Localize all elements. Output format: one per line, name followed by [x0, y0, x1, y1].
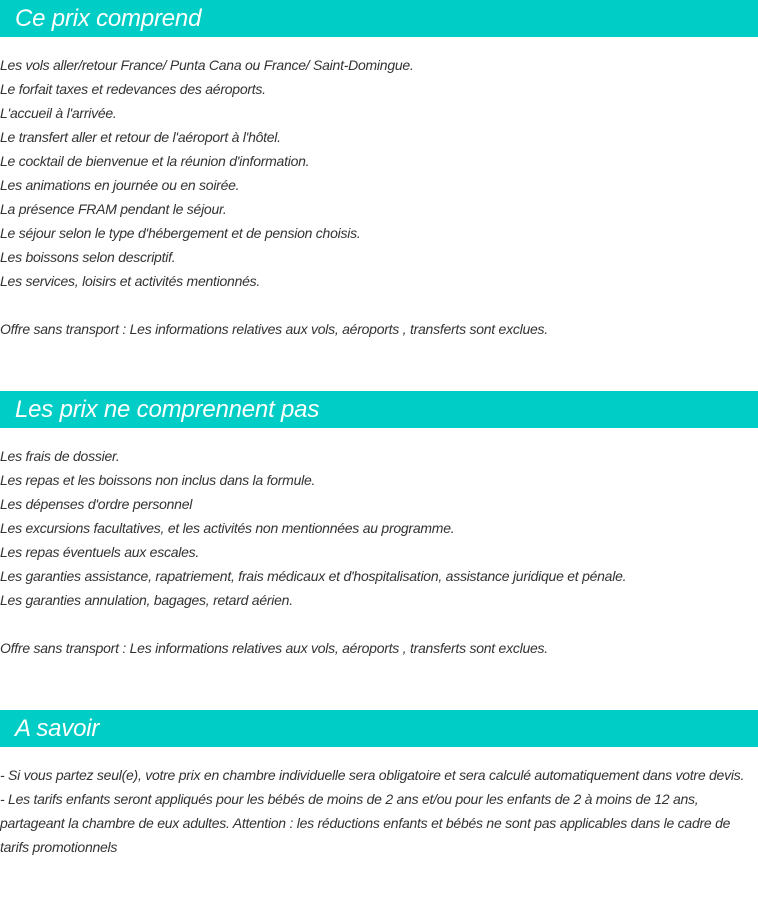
included-item: Le forfait taxes et redevances des aéroports. [0, 81, 266, 97]
included-list [0, 53, 758, 341]
section-title-included: Ce prix comprend [15, 5, 202, 32]
included-item: Les animations en journée ou en soirée. [0, 177, 240, 193]
not-included-item: Les frais de dossier. [0, 448, 120, 464]
section-title-good-to-know: A savoir [15, 715, 100, 742]
good-to-know-paragraph: - Les tarifs enfants seront appliqués pour les bébés de moins de 2 ans et/ou pour les enfants de 2 à moins de 12 ans, partageant la chambre de eux adultes. Attention : les réductions enfants et bébés ne sont pas applicables dans le cadre de tarifs promotionnels [0, 791, 731, 855]
included-item: Les services, loisirs et activités mentionnés. [0, 273, 261, 289]
spacer [0, 612, 758, 636]
good-to-know-paragraph: - Si vous partez seul(e), votre prix en chambre individuelle sera obligatoire et sera calculé automatiquement dans votre devis. [0, 767, 745, 783]
not-included-item: Les repas et les boissons non inclus dans la formule. [0, 472, 316, 488]
not-included-item: Les dépenses d'ordre personnel [0, 496, 193, 512]
not-included-list [0, 444, 758, 660]
section-header-good-to-know [0, 710, 758, 747]
section-header-not-included [0, 391, 758, 428]
included-item: Le cocktail de bienvenue et la réunion d'information. [0, 153, 310, 169]
included-note: Offre sans transport : Les informations relatives aux vols, aéroports , transferts sont exclues. [0, 321, 548, 337]
included-item: Le séjour selon le type d'hébergement et de pension choisis. [0, 225, 361, 241]
section-title-not-included: Les prix ne comprennent pas [15, 396, 320, 423]
section-header-included [0, 0, 758, 37]
not-included-item: Les garanties annulation, bagages, retard aérien. [0, 592, 293, 608]
included-item: L'accueil à l'arrivée. [0, 105, 117, 121]
included-item: Le transfert aller et retour de l'aéroport à l'hôtel. [0, 129, 281, 145]
not-included-item: Les repas éventuels aux escales. [0, 544, 200, 560]
good-to-know-text [0, 763, 758, 859]
not-included-item: Les excursions facultatives, et les activités non mentionnées au programme. [0, 520, 455, 536]
not-included-item: Les garanties assistance, rapatriement, frais médicaux et d'hospitalisation, assistance juridique et pénale. [0, 568, 627, 584]
included-item: La présence FRAM pendant le séjour. [0, 201, 227, 217]
spacer [0, 293, 758, 317]
included-item: Les vols aller/retour France/ Punta Cana ou France/ Saint-Domingue. [0, 57, 414, 73]
included-item: Les boissons selon descriptif. [0, 249, 176, 265]
not-included-note: Offre sans transport : Les informations relatives aux vols, aéroports , transferts sont exclues. [0, 640, 548, 656]
